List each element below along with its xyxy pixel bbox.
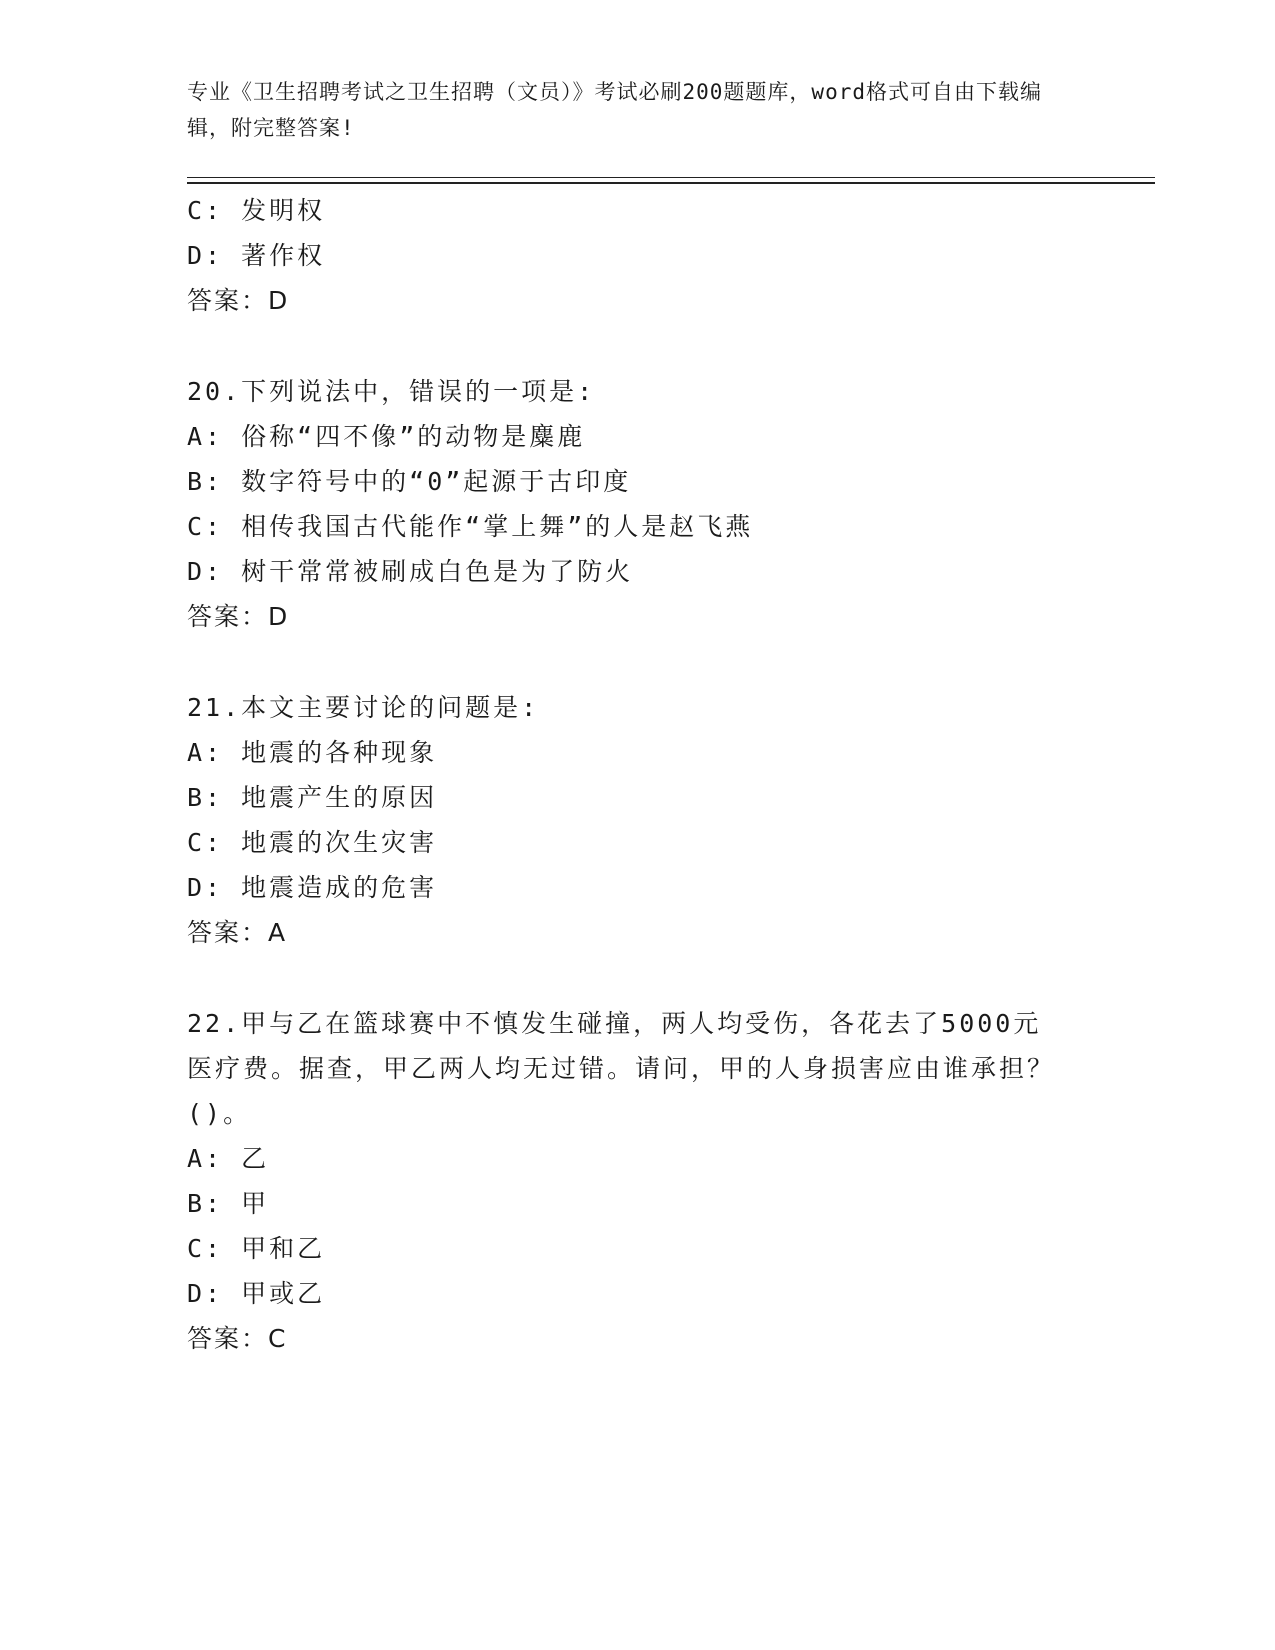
header-rule-thick bbox=[187, 182, 1155, 184]
option-b: B: 数字符号中的“0”起源于古印度 bbox=[187, 467, 632, 496]
question-content bbox=[187, 188, 1087, 1362]
option-c: C: 发明权 bbox=[187, 196, 326, 225]
spacer bbox=[187, 324, 1087, 369]
option-d: D: 著作权 bbox=[187, 241, 326, 270]
option-d: D: 地震造成的危害 bbox=[187, 873, 438, 902]
header-rule-thin bbox=[187, 177, 1155, 178]
option-c: C: 甲和乙 bbox=[187, 1234, 326, 1263]
option-b: B: 地震产生的原因 bbox=[187, 783, 438, 812]
option-a: A: 地震的各种现象 bbox=[187, 738, 438, 767]
question-stem-20: 20.下列说法中，错误的一项是: bbox=[187, 377, 596, 406]
option-c: C: 地震的次生灾害 bbox=[187, 828, 438, 857]
option-a: A: 俗称“四不像”的动物是麋鹿 bbox=[187, 422, 586, 451]
question-stem-22: 22.甲与乙在篮球赛中不慎发生碰撞，两人均受伤，各花去了5000元医疗费。据查，甲乙两人均无过错。请问，甲的人身损害应由谁承担？()。 bbox=[187, 1009, 1056, 1128]
option-c: C: 相传我国古代能作“掌上舞”的人是赵飞燕 bbox=[187, 512, 754, 541]
answer-line: 答案：D bbox=[187, 286, 290, 315]
spacer bbox=[187, 956, 1087, 1001]
answer-line: 答案：C bbox=[187, 1324, 288, 1353]
option-d: D: 甲或乙 bbox=[187, 1279, 326, 1308]
answer-line: 答案：A bbox=[187, 918, 288, 947]
answer-line: 答案：D bbox=[187, 602, 290, 631]
document-header: 专业《卫生招聘考试之卫生招聘（文员）》考试必刷200题题库，word格式可自由下载编辑，附完整答案! bbox=[187, 80, 1042, 140]
question-stem-21: 21.本文主要讨论的问题是: bbox=[187, 693, 540, 722]
spacer bbox=[187, 640, 1087, 685]
option-d: D: 树干常常被刷成白色是为了防火 bbox=[187, 557, 634, 586]
option-b: B: 甲 bbox=[187, 1189, 270, 1218]
option-a: A: 乙 bbox=[187, 1144, 270, 1173]
